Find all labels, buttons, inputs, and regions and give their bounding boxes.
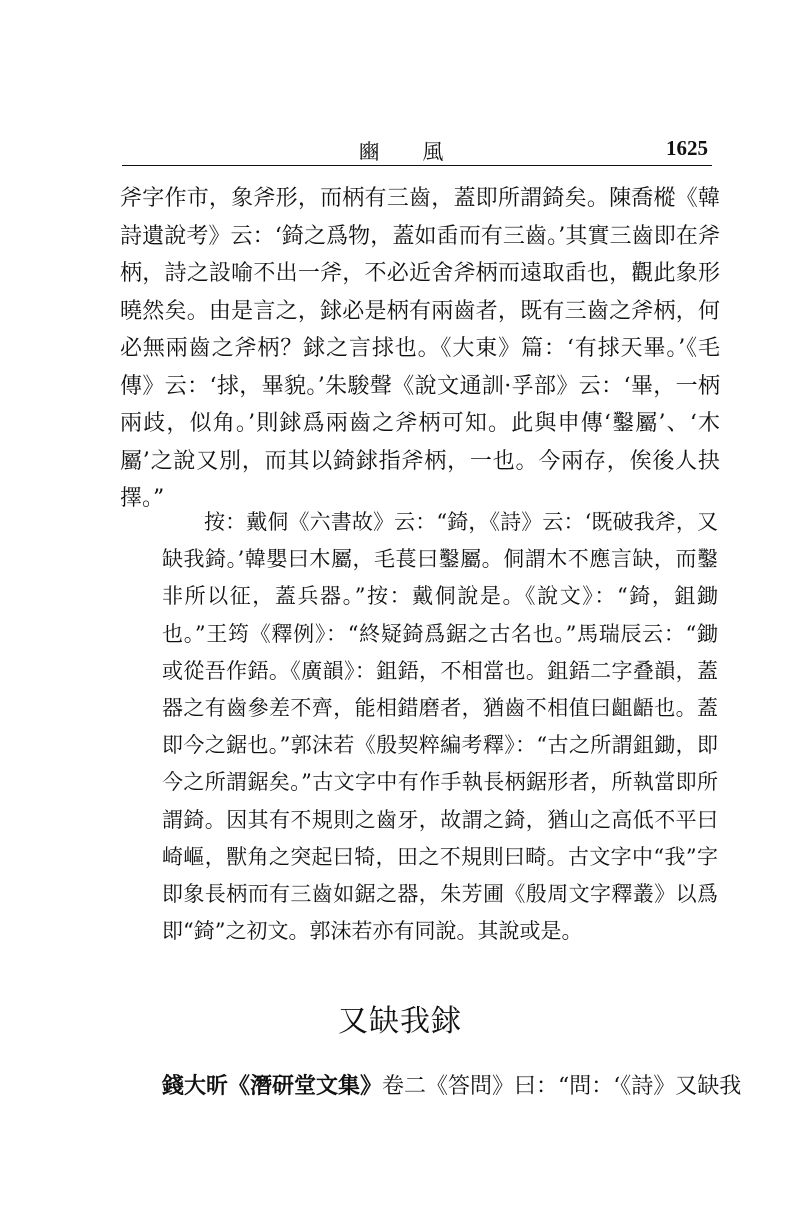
page-number: 1625 xyxy=(666,136,708,160)
section-title: 又缺我銶 xyxy=(338,1004,462,1039)
running-title: 豳 風 xyxy=(358,140,462,164)
note-block xyxy=(162,504,718,950)
header-rule xyxy=(122,165,712,166)
main-paragraph: 斧字作市，象斧形，而柄有三齒，蓋即所謂錡矣。陳喬樅《韓詩遺說考》云：‘錡之爲物，蓋如臿而有三齒。’其實三齒即在斧柄，詩之設喻不出一斧，不必近舍斧柄而遠取臿也，觀此象形曉然矣。由是言之，銶必是柄有兩齒者，既有三齒之斧柄，何必無兩齒之斧柄？銶之言捄也。《大東》篇：‘有捄天畢。’《毛傳》云：‘捄，畢貌。’朱駿聲《說文通訓·孚部》云：‘畢，一柄兩歧，似角。’則銶爲兩齒之斧柄可知。此與申傳‘鑿屬’、‘木屬’之說又別，而其以錡銶指斧柄，一也。今兩存，俟後人抉擇。” xyxy=(120,186,720,511)
citation-source: 錢大昕《潛研堂文集》 xyxy=(162,1073,383,1099)
next-paragraph-start xyxy=(162,1068,742,1105)
citation-text: 卷二《答問》曰：“問：‘《詩》又缺我 xyxy=(382,1074,742,1099)
note-paragraph: 按：戴侗《六書故》云：“錡，《詩》云：‘既破我斧，又缺我錡。’韓嬰曰木屬，毛萇曰鑿屬。侗謂木不應言缺，而鑿非所以征，蓋兵器。”按：戴侗說是。《說文》：“錡，鉏鋤也。”王筠《釋例》：“終疑錡爲鋸之古名也。”馬瑞辰云：“鋤或從吾作鋙。《廣韻》：鉏鋙，不相當也。鉏鋙二字叠韻，蓋器之有齒參差不齊，能相錯磨者，猶齒不相值曰齟齬也。蓋即今之鋸也。”郭沫若《殷契粹編考釋》：“古之所謂鉏鋤，即今之所謂鋸矣。”古文字中有作手執長柄鋸形者，所執當即所謂錡。因其有不規則之齒牙，故謂之錡，猶山之高低不平曰崎嶇，獸角之突起曰犄，田之不規則曰畸。古文字中“我”字即象長柄而有三齒如鋸之器，朱芳圃《殷周文字釋叢》以爲即“錡”之初文。郭沫若亦有同說。其說或是。 xyxy=(162,510,718,944)
main-text xyxy=(120,180,720,518)
